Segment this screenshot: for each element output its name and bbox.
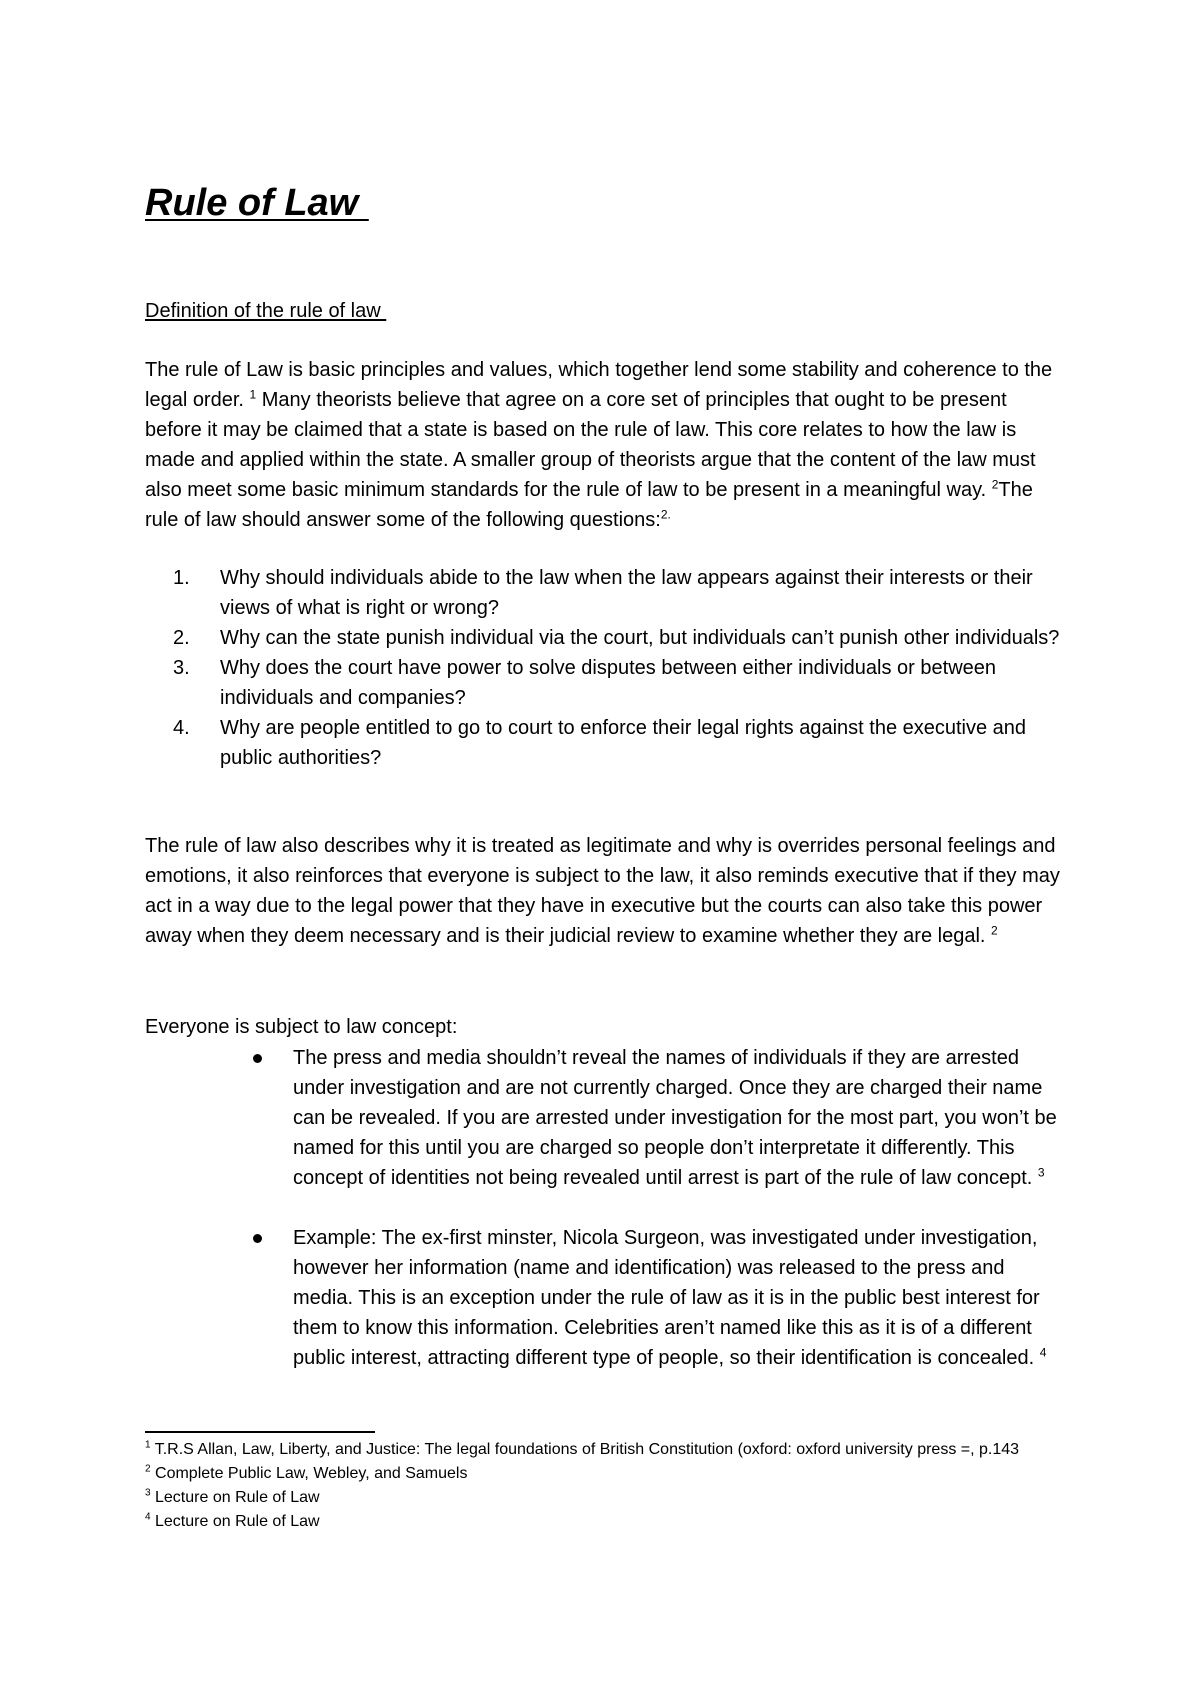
list-item <box>145 653 1075 713</box>
intro-text-part3: The rule of law should answer some of the following questions: <box>145 479 1033 531</box>
footnote-number: 3 <box>145 1487 151 1499</box>
footnote-ref: 2. <box>660 507 671 522</box>
list-number: 2. <box>173 627 190 649</box>
list-item-text: Why should individuals abide to the law when the law appears against their interests or their views of what is right or wrong? <box>220 567 1033 619</box>
list-item <box>145 563 1075 623</box>
footnote-ref: 4 <box>1039 1345 1047 1360</box>
bullet-list <box>250 1043 1070 1373</box>
intro-text-part1: The rule of Law is basic principles and values, which together lend some stability and coherence to the legal order. <box>145 359 1053 411</box>
footnote <box>145 1486 1065 1510</box>
section-heading: Definition of the rule of law <box>145 300 387 322</box>
list-item-text: Example: The ex-first minster, Nicola Surgeon, was investigated under investigation, however her information (name and identification) was released to the press and media. This is an exception under the rule of law as it is in the public best interest for them to know this information. Celebrities aren’t named like this as it is of a different public interest, attracting different type of people, so their identification is concealed. <box>293 1227 1040 1369</box>
footnote-text: Lecture on Rule of Law <box>150 1489 320 1506</box>
list-item <box>250 1043 1070 1193</box>
footnote-ref: 1 <box>249 387 257 402</box>
legitimacy-text: The rule of law also describes why it is treated as legitimate and why is overrides personal feelings and emotions, it also reinforces that everyone is subject to the law, it also reminds executive that if they may act in a way due to the legal power that they have in executive but the courts can also take this power away when they deem necessary and is their judicial review to examine whether they are legal. <box>145 835 1060 947</box>
list-item <box>145 623 1075 653</box>
bullet-icon <box>253 1054 262 1063</box>
footnote-text: Lecture on Rule of Law <box>150 1513 320 1530</box>
footnote-text: T.R.S Allan, Law, Liberty, and Justice: The legal foundations of British Constitution (oxford: oxford university press =, p.143 <box>150 1441 1020 1458</box>
footnote-number: 4 <box>145 1511 151 1523</box>
list-item <box>250 1223 1070 1373</box>
footnote-number: 1 <box>145 1439 151 1451</box>
questions-list <box>145 563 1075 773</box>
list-number: 1. <box>173 567 190 589</box>
list-item-text: Why does the court have power to solve disputes between either individuals or between individuals and companies? <box>220 657 997 709</box>
legitimacy-paragraph <box>145 831 1085 951</box>
list-number: 3. <box>173 657 190 679</box>
subject-heading: Everyone is subject to law concept: <box>145 1016 458 1038</box>
list-item-text: Why can the state punish individual via the court, but individuals can’t punish other individuals? <box>220 627 1060 649</box>
list-item <box>145 713 1075 773</box>
footnote-number: 2 <box>145 1463 151 1475</box>
footnote-ref: 2 <box>991 477 999 492</box>
footnote <box>145 1462 1065 1486</box>
footnotes <box>145 1438 1065 1534</box>
footnote-ref: 3 <box>1037 1165 1045 1180</box>
footnote <box>145 1510 1065 1534</box>
list-item-text: The press and media shouldn’t reveal the names of individuals if they are arrested under investigation and are not currently charged. Once they are charged their name can be revealed. If you are arrested under investigation for the most part, you won’t be named for this until you are charged so people don’t interpretate it differently. This concept of identities not being revealed until arrest is part of the rule of law concept. <box>293 1047 1057 1189</box>
intro-text-part2: Many theorists believe that agree on a core set of principles that ought to be present before it may be claimed that a state is based on the rule of law. This core relates to how the law is made and applied within the state. A smaller group of theorists argue that the content of the law must also meet some basic minimum standards for the rule of law to be present in a meaningful way. <box>145 389 1036 501</box>
list-number: 4. <box>173 717 190 739</box>
footnote-text: Complete Public Law, Webley, and Samuels <box>150 1465 468 1482</box>
footnote-separator <box>145 1431 375 1433</box>
footnote-ref: 2 <box>991 923 998 938</box>
document-title: Rule of Law <box>145 182 369 224</box>
intro-paragraph <box>145 355 1065 535</box>
list-item-text: Why are people entitled to go to court to enforce their legal rights against the executive and public authorities? <box>220 717 1027 769</box>
bullet-icon <box>253 1234 262 1243</box>
footnote <box>145 1438 1065 1462</box>
